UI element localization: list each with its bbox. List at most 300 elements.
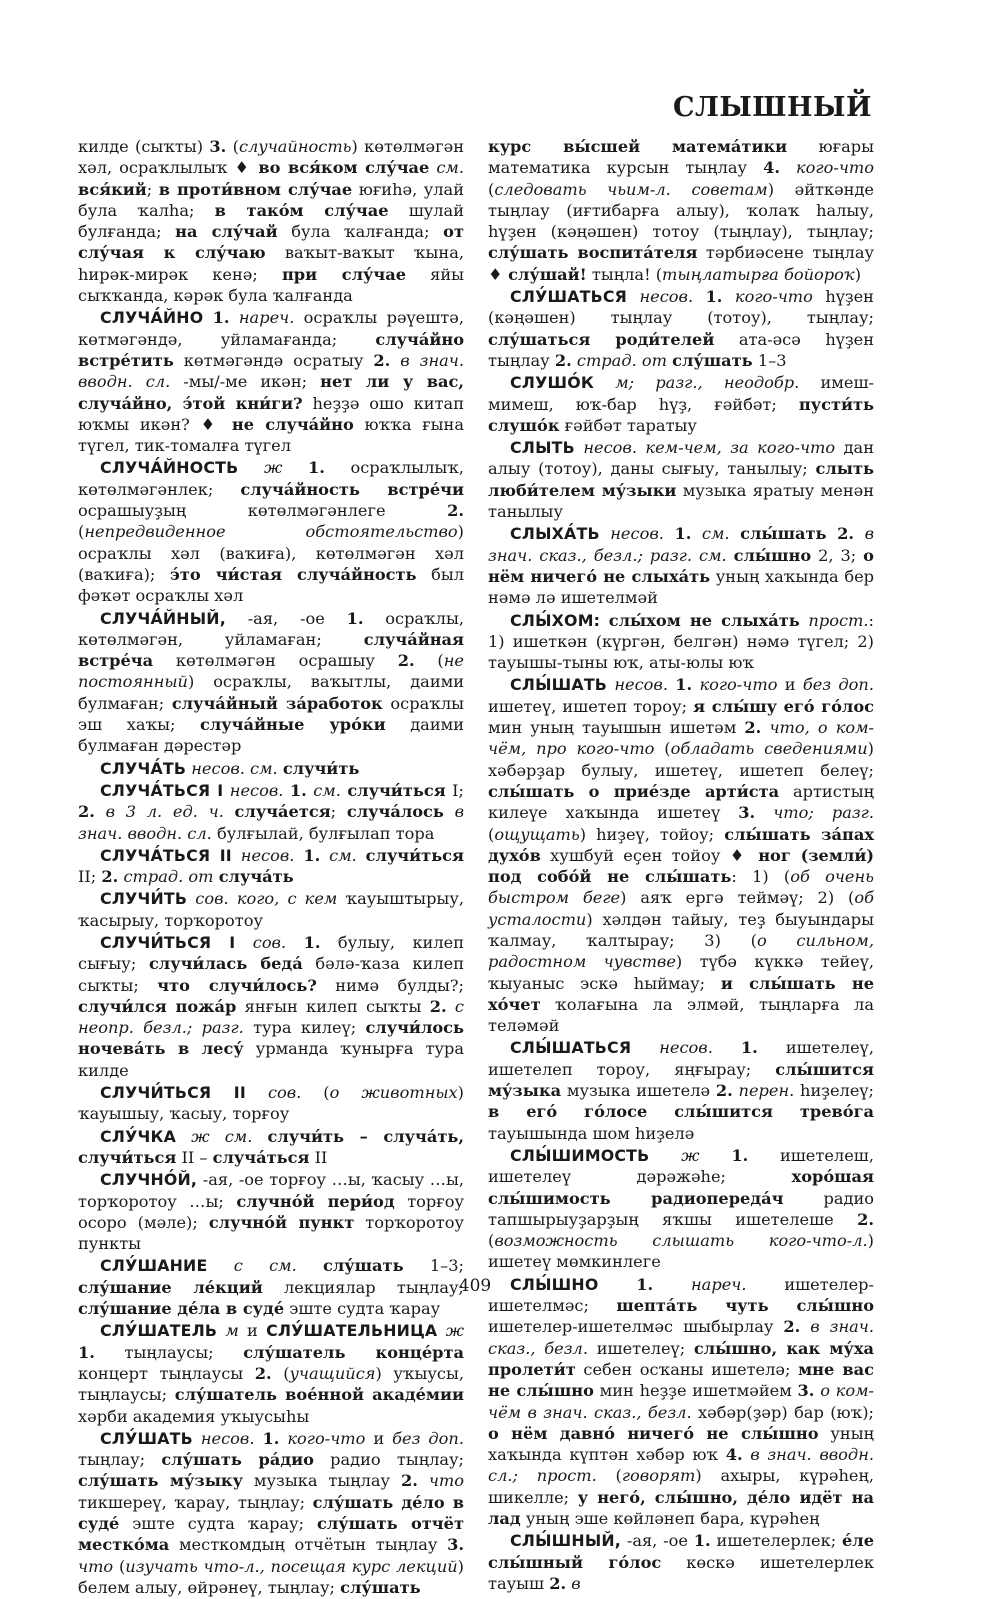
entry-text: урманда ҡунырға тура килде: [78, 1039, 464, 1080]
italic-label: см.: [329, 845, 357, 865]
italic-label: об очень быстром беге: [488, 867, 874, 908]
entry-text: музыка ишетелә: [561, 1081, 716, 1101]
italic-label: см.: [701, 524, 730, 544]
entry-text: ишетелеү, ишетелеп тороу, яңғырау;: [488, 1038, 874, 1079]
dictionary-entry: [488, 1145, 874, 1273]
italic-label: непредвиденное обстоятельство: [84, 522, 458, 542]
entry-text: була ҡалғанда;: [277, 222, 444, 242]
dictionary-entry: [78, 1169, 464, 1254]
entry-text: нимә булды?;: [316, 975, 464, 995]
bold-phrase: 1.: [731, 1145, 749, 1165]
entry-text: 1–3;: [403, 1256, 464, 1276]
bold-phrase: слу́шание ле́кций: [78, 1277, 263, 1297]
entry-text: мин һеҙҙе ишетмәйем: [593, 1381, 798, 1401]
entry-text: ғәйбәт таратыу: [559, 415, 697, 435]
headword: СЛУЧИ́ТЬСЯ II: [100, 1083, 246, 1103]
italic-label: учащийся: [289, 1363, 376, 1383]
bold-phrase: 2.: [101, 867, 119, 887]
bold-phrase: нет ли у вас, случа́йно, э́той кни́ги?: [78, 372, 464, 413]
bold-phrase: хоро́шая слы́шимость радиопереда́ч: [488, 1167, 874, 1208]
entry-text: : 1) ишеткән (күргән, белгән) нәмә түгел; 2) тауышы-тыны юҡ, аты-юлы юҡ: [488, 610, 874, 673]
bold-phrase: слы́хом не слыха́ть: [608, 610, 800, 630]
entry-text: тауышында шом һиҙелә: [488, 1123, 695, 1143]
bold-phrase: пусти́ть слушо́к: [488, 394, 874, 435]
bold-phrase: шепта́ть чуть слы́шно: [616, 1296, 874, 1316]
headword: СЛУ́ШАНИЕ: [100, 1256, 208, 1276]
entry-text: [297, 1256, 323, 1275]
entry-text: -мы/-ме икән;: [170, 372, 321, 392]
entry-text: артистың килеүе хаҡында ишетеү: [488, 781, 875, 823]
entry-text: и: [238, 1321, 267, 1341]
entry-text: ) осраҡлы хәл (ваҡиға), көтөлмәгән хәл (ваҡиға);: [78, 522, 464, 584]
bold-phrase: 1.: [636, 1274, 654, 1294]
entry-text: [727, 546, 734, 565]
dictionary-entry: [488, 1530, 874, 1594]
italic-label: сов.: [267, 1083, 302, 1103]
entry-text: радио тапшырыуҙарҙың яҡшы ишетелеше: [488, 1188, 874, 1229]
bold-phrase: случа́йные уро́ки: [200, 715, 386, 735]
bold-phrase: слы́шать о прие́зде арти́ста: [488, 781, 780, 801]
italic-label: несов.: [229, 780, 284, 800]
italic-label: в 3 л. ед. ч.: [105, 802, 224, 822]
bold-phrase: слыть люби́телем му́зыки: [488, 459, 874, 500]
italic-label: случайность: [238, 137, 352, 156]
headword: СЛУЧА́ЙНО: [100, 308, 204, 328]
entry-text: ишетелер-ишетелмәс шыбырлау: [488, 1317, 784, 1337]
entry-text: (: [113, 1556, 126, 1576]
entry-text: -ая, -ое: [621, 1531, 694, 1551]
italic-label: в знач. вводн. сл.; прост.: [488, 1445, 874, 1486]
entry-text: [444, 802, 455, 821]
italic-label: ощущать: [494, 824, 580, 844]
entry-text: ) ахыры, күрәһең, шикелле;: [488, 1466, 874, 1507]
bold-phrase: 2.: [857, 1209, 874, 1229]
bold-phrase: ♦ во вся́ком слу́чае: [234, 158, 430, 178]
entry-text: ) белем алыу, өйрәнеү, тыңлау;: [78, 1556, 464, 1597]
bold-phrase: слу́шать воспита́теля: [488, 243, 698, 263]
italic-label: несов. см.: [191, 758, 278, 778]
bold-phrase: 1.: [674, 524, 692, 544]
bold-phrase: случа́йно встре́тить: [78, 329, 464, 370]
italic-label: ж: [263, 458, 283, 478]
headword: СЛУЧИ́ТЬСЯ I: [100, 932, 236, 952]
italic-label: нареч.: [238, 308, 295, 328]
bold-phrase: 2.: [397, 651, 415, 671]
dictionary-entry: [488, 610, 874, 674]
bold-phrase: слу́шать му́зыку: [78, 1471, 243, 1491]
entry-text: осраҡлы эш хаҡы;: [78, 693, 464, 735]
left-column: [78, 136, 464, 1599]
dictionary-entry: [78, 136, 464, 306]
bold-phrase: случи́ться: [347, 780, 446, 800]
entry-text: даими булмаған дәрестәр: [78, 715, 464, 756]
entry-text: уның хаҡында бер нәмә лә ишетелмәй: [488, 566, 875, 608]
italic-label: в знач. вводн. сл.: [78, 802, 465, 843]
dictionary-entry: [78, 608, 464, 757]
entry-text: II: [309, 1147, 328, 1167]
entry-text: янғын килеп сыҡты: [236, 996, 430, 1016]
headword: СЛЫ́ШНЫЙ,: [510, 1531, 622, 1551]
entry-text: [224, 802, 235, 821]
italic-label: возможность слышать кого-что-л.: [494, 1231, 868, 1251]
headword: СЛУ́ШАТЕЛЬ: [100, 1321, 218, 1341]
italic-label: м: [225, 1321, 239, 1341]
italic-label: обладать сведениями: [670, 739, 868, 759]
headword: СЛУЧИ́ТЬ: [100, 889, 188, 909]
entry-text: 2, 3;: [811, 545, 864, 565]
headword: СЛУ́ЧКА: [100, 1126, 176, 1146]
entry-text: [594, 373, 615, 392]
italic-label: не постоянный: [78, 651, 464, 692]
entry-text: уның хаҡында күптән хәбәр юҡ: [488, 1423, 874, 1465]
bold-phrase: слу́шатель конце́рта: [243, 1342, 464, 1362]
entry-text: ишетелерлек;: [710, 1531, 842, 1551]
dictionary-entry: [488, 674, 874, 1036]
bold-phrase: 3.: [209, 137, 227, 156]
entry-text: : 1) (: [731, 867, 791, 887]
entry-text: и: [777, 675, 803, 695]
italic-label: несов.: [200, 1428, 255, 1448]
entry-text: ) көтөлмәгән хәл, осраҡлылыҡ: [78, 137, 464, 178]
entry-text: [600, 524, 611, 543]
entry-text: тыңлаусы;: [94, 1342, 244, 1362]
entry-text: I;: [445, 780, 464, 800]
entry-text: [827, 524, 838, 543]
entry-text: [193, 1429, 201, 1448]
entry-text: (: [596, 1466, 622, 1486]
entry-text: музыка тыңлау: [242, 1471, 401, 1491]
bold-phrase: 1.: [262, 1428, 280, 1448]
bold-phrase: 1.: [303, 845, 321, 865]
bold-phrase: случа́ть: [218, 867, 294, 887]
bold-phrase: 4.: [725, 1445, 743, 1465]
bold-phrase: мне вас не слы́шно: [488, 1359, 875, 1401]
dictionary-entry: [78, 780, 464, 844]
entry-text: [418, 1471, 429, 1490]
entry-text: [700, 1146, 732, 1165]
entry-text: эште судта ҡарау;: [119, 1514, 318, 1533]
italic-label: о сильном, радостном чувстве: [488, 930, 874, 972]
headword: СЛУШО́К: [510, 373, 594, 393]
bold-phrase: случа́лось: [346, 802, 444, 822]
entry-text: ишетеү, ишетеп тороу;: [488, 696, 694, 716]
bold-phrase: 1.: [740, 1038, 758, 1058]
entry-text: ) ишетеү мөмкинлеге: [488, 1231, 874, 1272]
italic-label: страд. от: [576, 350, 667, 370]
entry-text: ишетелеү;: [588, 1338, 694, 1358]
headword: СЛЫХА́ТЬ: [510, 524, 600, 544]
entry-text: [254, 1429, 262, 1448]
entry-text: ) аяҡ ергә теймәү; 2) (: [620, 888, 855, 908]
entry-text: һүҙен (кәңәшен) тыңлау (тотоу), тыңлау;: [488, 287, 874, 328]
bold-phrase: 2.: [429, 996, 447, 1016]
italic-label: несов.: [610, 524, 664, 544]
dictionary-entry: [488, 523, 874, 608]
entry-text: осраҡлы рәүештә, көтмәгәндә, уйламағанда;: [78, 308, 464, 349]
entry-text: ): [854, 264, 862, 284]
bold-phrase: случи́лся пожа́р: [78, 996, 237, 1016]
entry-text: ) уҡыусы, тыңлаусы;: [78, 1363, 465, 1405]
headword: СЛУЧА́ТЬСЯ I: [100, 780, 224, 800]
entry-text: мин уның тауышын ишетәм: [488, 718, 745, 738]
headword: СЛЫ́ШИМОСТЬ: [510, 1145, 650, 1165]
entry-text: ) һиҙеү, тойоу;: [579, 824, 725, 844]
entry-text: [286, 933, 303, 952]
page-number: 409: [458, 1276, 492, 1296]
bold-phrase: от слу́чая к слу́чаю: [78, 222, 464, 263]
entry-text: булыу, килеп сығыу;: [78, 932, 464, 974]
bold-phrase: слу́шаться роди́телей: [488, 329, 715, 349]
entry-text: ) хәбәрҙар булыу, ишетеү, ишетеп белеү;: [488, 739, 874, 780]
entry-text: (: [301, 1083, 330, 1103]
entry-text: ;: [146, 179, 159, 199]
italic-label: в знач. вводн. сл.: [78, 350, 464, 392]
entry-text: [755, 803, 773, 822]
italic-label: см.: [313, 780, 341, 800]
entry-text: (: [488, 824, 495, 844]
entry-text: ) түбә күккә тейеү, ҡыуаныс эскә һыймау;: [488, 952, 874, 993]
entry-text: ҡауыштырыу, ҡасырыу, торҡоротоу: [78, 889, 464, 930]
entry-text: дан алыу (тотоу), даны сығыу, танылыу;: [488, 438, 874, 479]
entry-text: тыңлау;: [78, 1450, 162, 1470]
entry-text: бәлә-ҡаза килеп сыҡты;: [78, 954, 464, 995]
entry-text: эште судта ҡарау: [284, 1299, 441, 1319]
bold-phrase: ♦ ног (земли́) под собо́й не слы́шать: [488, 845, 874, 887]
entry-text: ваҡыт-ваҡыт ҡына, һирәк-мирәк кенә;: [78, 243, 464, 284]
bold-phrase: 2.: [447, 501, 464, 521]
bold-phrase: 2.: [254, 1363, 272, 1383]
bold-phrase: что случи́лось?: [157, 975, 317, 995]
right-column: [488, 136, 874, 1595]
entry-text: (: [226, 137, 239, 156]
entry-text: [664, 524, 675, 543]
entry-text: тикшереү, ҡарау, тыңлау;: [78, 1492, 313, 1512]
italic-label: с неопр. безл.; разг.: [78, 996, 464, 1038]
bold-phrase: 2.: [837, 524, 854, 544]
headword: СЛУЧА́ЙНЫЙ,: [100, 608, 226, 628]
bold-phrase: случно́й пери́од: [236, 1191, 395, 1211]
bold-phrase: 1.: [675, 675, 693, 695]
entry-text: [230, 308, 239, 327]
italic-label: о ком-чём в знач. сказ., безл.: [488, 1381, 874, 1422]
bold-phrase: случа́ется: [234, 802, 331, 822]
italic-label: об усталости: [488, 888, 874, 929]
dictionary-entry: [78, 457, 464, 606]
bold-phrase: ♦ не случа́йно: [200, 414, 354, 434]
bold-phrase: 3.: [447, 1535, 464, 1555]
entry-text: [780, 158, 796, 177]
entry-text: имеш-мимеш, юҡ-бар һүҙ, ғәйбәт;: [488, 373, 874, 414]
bold-phrase: о нём ничего́ не слыха́ть: [488, 545, 874, 586]
entry-text: [631, 1038, 659, 1057]
bold-phrase: слу́шать: [323, 1256, 404, 1276]
bold-phrase: случи́ться: [365, 845, 464, 865]
entry-text: ) әйткәнде тыңлау (иғтибарға алыу), ҡолаҡ һалыу, һүҙен (кәңәшен) тотоу (тыңлау), тыңлау;: [488, 179, 874, 242]
bold-phrase: и слы́шать не хо́чет: [488, 973, 875, 1014]
entry-text: -ая, -ое: [225, 608, 347, 628]
bold-phrase: 2.: [744, 718, 762, 738]
italic-label: в знач. сказ., безл.: [488, 1317, 874, 1358]
entry-text: юҡҡа ғына түгел, тик-томалға түгел: [78, 414, 464, 456]
bold-phrase: 1.: [212, 308, 230, 328]
entry-text: [693, 287, 705, 306]
italic-label: тыңлатырға бойороҡ: [662, 264, 855, 284]
entry-text: юғары математика курсын тыңлау: [488, 137, 874, 178]
entry-text: [203, 308, 212, 327]
bold-phrase: 4.: [763, 158, 780, 178]
entry-text: [207, 1256, 233, 1275]
bold-phrase: слу́шать отчёт местко́ма: [78, 1514, 464, 1555]
entry-text: көтөлмәгән осрашыу: [153, 651, 398, 671]
bold-phrase: случа́йная встре́ча: [78, 629, 464, 671]
entry-text: тура килеү;: [243, 1018, 366, 1038]
bold-phrase: ♦ слу́шай!: [488, 264, 587, 284]
entry-text: II;: [78, 867, 102, 887]
bold-phrase: случно́й пункт: [208, 1212, 355, 1232]
entry-text: осраҡлы, көтөлмәгән, уйламаған;: [78, 608, 464, 649]
entry-text: [730, 524, 741, 543]
bold-phrase: в проти́вном слу́чае: [158, 179, 353, 199]
italic-label: см.: [436, 158, 464, 178]
entry-text: [743, 1445, 751, 1464]
bold-phrase: вся́кий: [78, 179, 147, 199]
dictionary-entry: [78, 307, 464, 456]
entry-text: (: [414, 651, 444, 671]
entry-text: ) ҡауышыу, ҡасыу, торғоу: [78, 1083, 464, 1124]
bold-phrase: слу́шатель вое́нной акаде́мии: [174, 1385, 464, 1405]
entry-text: -ая, -ое торғоу …ы, ҡасыу …ы, торҡоротоу …ы;: [78, 1170, 464, 1211]
entry-text: тыңла! (: [586, 264, 663, 284]
entry-text: и: [365, 1428, 393, 1448]
entry-text: [294, 846, 303, 865]
bold-phrase: слы́шно, как му́ха пролети́т: [488, 1338, 874, 1379]
entry-text: был фәҡәт осраҡлы хәл: [78, 564, 465, 606]
entry-text: [713, 1038, 741, 1057]
entry-text: [238, 458, 264, 477]
bold-phrase: случи́лось ночева́ть в лесу́: [78, 1018, 464, 1059]
dictionary-entry: [488, 437, 874, 522]
bold-phrase: случа́йность встре́чи: [240, 479, 464, 499]
entry-text: (: [271, 1363, 290, 1383]
entry-text: ) осраҡлы, ваҡытлы, даими булмаған;: [78, 672, 464, 713]
entry-text: [176, 1127, 191, 1146]
entry-text: (: [488, 179, 495, 199]
entry-text: [627, 287, 639, 306]
entry-text: ;: [330, 802, 347, 822]
bold-phrase: 3.: [738, 803, 756, 823]
bold-phrase: слу́шать де́ло в суде́: [78, 1492, 464, 1533]
entry-text: [252, 1127, 267, 1146]
entry-text: [235, 933, 252, 952]
entry-text: хәрби академия уҡыусыһы: [78, 1406, 310, 1426]
italic-label: что: [428, 1471, 464, 1491]
dictionary-entry: [488, 372, 874, 436]
entry-text: [246, 1083, 268, 1102]
bold-phrase: 2.: [783, 1317, 801, 1337]
entry-text: лекциялар тыңлау;: [262, 1277, 464, 1297]
italic-label: ж см.: [191, 1126, 253, 1146]
bold-phrase: е́ле слы́шный го́лос: [488, 1531, 874, 1572]
bold-phrase: 2.: [715, 1081, 733, 1101]
italic-label: несов. кем-чем, за кого-что: [583, 438, 836, 458]
entry-text: уның эше көйләнеп бара, күрәһең: [520, 1509, 820, 1528]
bold-phrase: при слу́чае: [281, 264, 407, 284]
bold-phrase: 1.: [346, 608, 364, 628]
bold-phrase: случи́лась беда́: [148, 954, 303, 974]
italic-label: говорят: [621, 1466, 696, 1486]
italic-label: о животных: [329, 1083, 458, 1103]
bold-phrase: 2.: [554, 350, 572, 370]
entry-text: [437, 1321, 445, 1340]
italic-label: перен.: [738, 1081, 795, 1101]
entry-text: [447, 997, 455, 1016]
entry-text: көскә ишетелерлек тауыш: [488, 1552, 874, 1593]
bold-phrase: слу́шать ра́дио: [161, 1450, 314, 1470]
entry-text: [722, 287, 734, 306]
italic-label: прост.: [808, 610, 869, 630]
entry-text: концерт тыңлаусы: [78, 1363, 255, 1383]
italic-label: что: [78, 1556, 114, 1576]
headword: СЛЫ́ХОМ:: [510, 610, 601, 630]
headword: СЛУ́ШАТЬ: [100, 1428, 193, 1448]
italic-label: несов.: [240, 845, 295, 865]
entry-text: юғиһә, улай була ҡалһа;: [78, 179, 464, 220]
entry-text: [232, 846, 241, 865]
italic-label: нареч.: [691, 1274, 747, 1294]
italic-label: несов.: [614, 675, 668, 695]
dictionary-entry: [78, 1428, 464, 1598]
running-head: СЛЫШНЫЙ: [672, 92, 872, 123]
bold-phrase: слы́шно: [733, 545, 812, 565]
headword: СЛЫ́ШАТЬСЯ: [510, 1038, 632, 1058]
dictionary-entry: [78, 1082, 464, 1125]
dictionary-entry: [488, 136, 874, 285]
entry-text: музыка яратыу менән танылыу: [488, 480, 874, 522]
bold-phrase: о нём давно́ ничего́ не слы́шно: [488, 1423, 819, 1443]
headword: СЛУЧНО́Й,: [100, 1170, 198, 1190]
entry-text: 1–3: [752, 350, 787, 370]
entry-text: радио тыңлау;: [313, 1450, 464, 1470]
bold-phrase: у него́, слы́шно, де́ло идёт на лад: [488, 1487, 875, 1528]
entry-text: (: [488, 1231, 495, 1251]
entry-text: һиҙелеү;: [794, 1081, 874, 1101]
bold-phrase: случи́ть: [282, 758, 360, 778]
entry-text: [282, 458, 308, 477]
entry-text: себен осҡаны ишетелә;: [575, 1359, 799, 1379]
entry-text: ) хәлдән тайыу, теҙ быуындары ҡалмау, ҡалтырау; 3) (: [488, 909, 874, 950]
entry-text: торҡоротоу пункты: [78, 1212, 464, 1254]
bold-phrase: слу́шание де́ла в суде́: [78, 1299, 285, 1319]
bold-phrase: слы́шать за́пах духо́в: [488, 824, 874, 865]
italic-label: сов. кого, с кем: [195, 889, 338, 909]
entry-text: [357, 846, 366, 865]
entry-text: [390, 351, 400, 370]
entry-text: (: [78, 522, 85, 542]
italic-label: изучать что-л., посещая курс лекций: [125, 1556, 458, 1576]
italic-label: в знач. сказ., безл.; разг. см.: [488, 524, 874, 565]
headword: СЛУ́ШАТЕЛЬНИЦА: [266, 1321, 438, 1341]
bold-phrase: 1.: [307, 458, 325, 478]
bold-phrase: э́то чи́стая случа́йность: [169, 564, 417, 584]
bold-phrase: 1.: [705, 287, 723, 307]
entry-text: осраҡлылыҡ, көтөлмәгәнлек;: [78, 458, 464, 499]
dictionary-entry: [78, 932, 464, 1081]
bold-phrase: курс вы́сшей матема́тики: [488, 137, 788, 156]
italic-label: несов.: [639, 287, 694, 307]
entry-text: [649, 1146, 681, 1165]
dictionary-entry: [488, 1274, 874, 1530]
italic-label: кого-что: [699, 675, 778, 695]
